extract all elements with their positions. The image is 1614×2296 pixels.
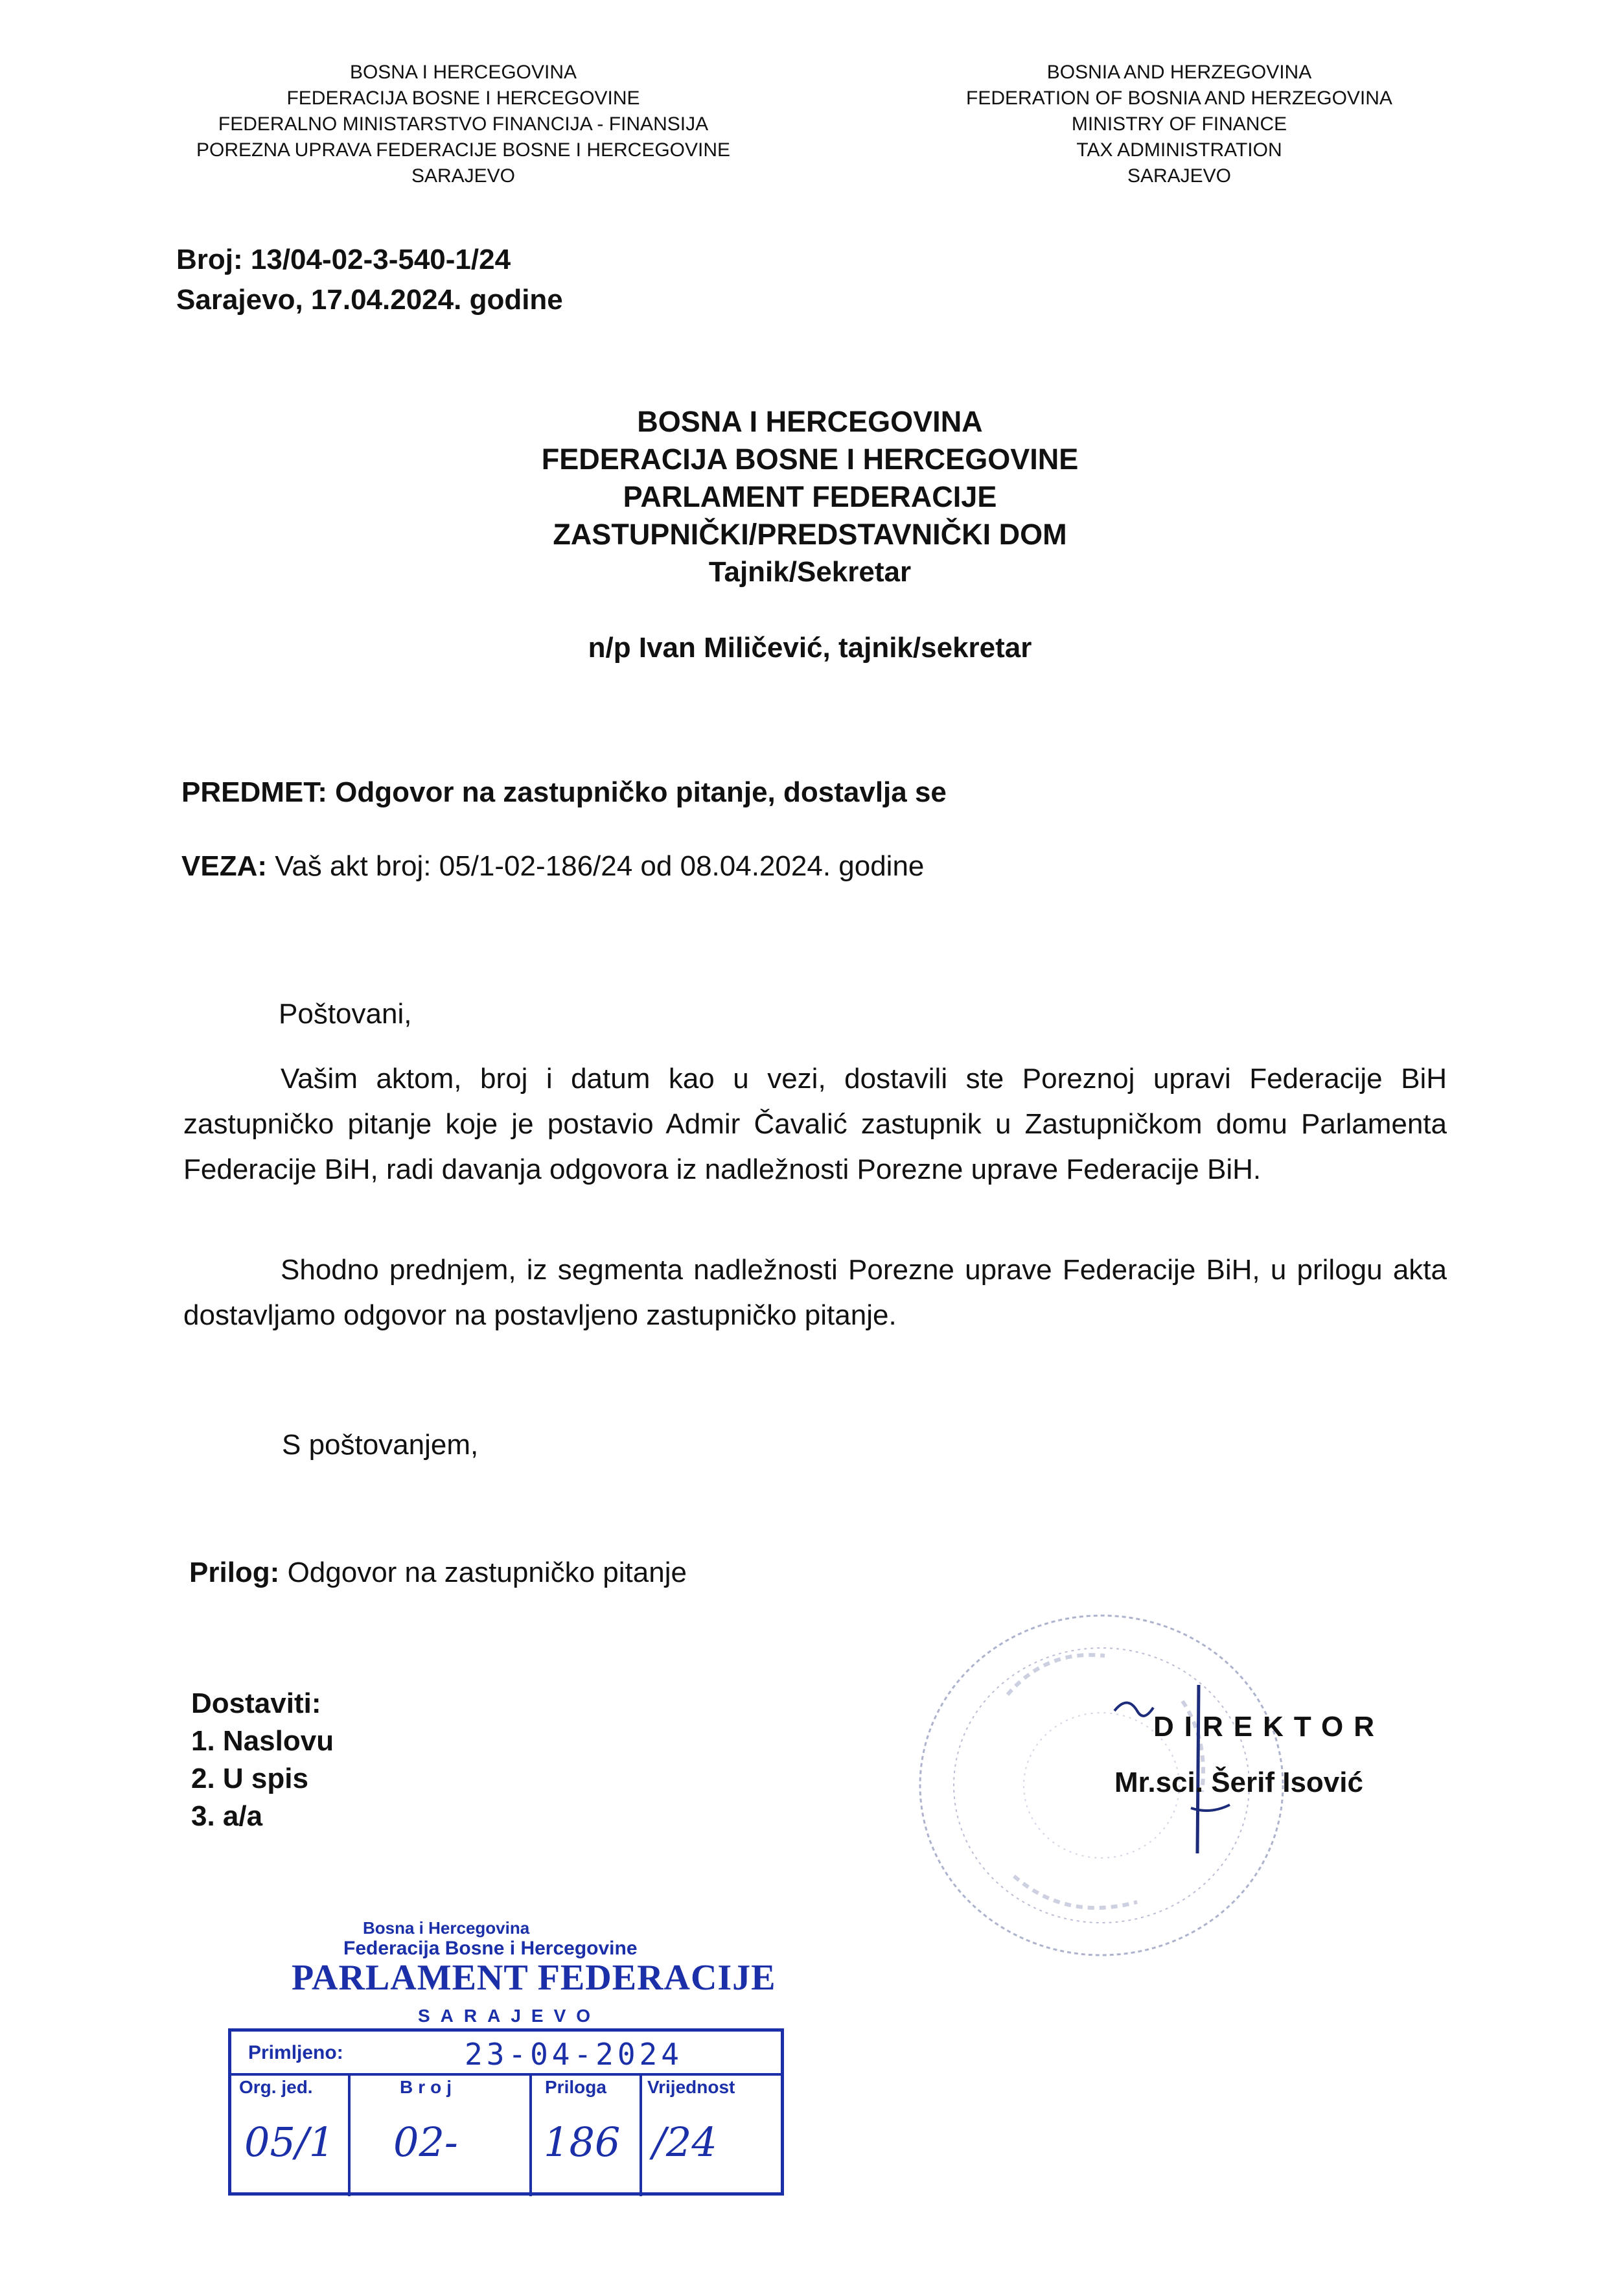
recipient-line: BOSNA I HERCEGOVINA xyxy=(637,405,983,438)
reference-number: Broj: 13/04-02-3-540-1/24 xyxy=(176,244,511,275)
stamp-line: Federacija Bosne i Hercegovine xyxy=(343,1938,638,1959)
header-right-line: FEDERATION OF BOSNIA AND HERZEGOVINA xyxy=(966,87,1392,109)
recipient-line: ZASTUPNIČKI/PREDSTAVNIČKI DOM xyxy=(553,518,1067,551)
receipt-stamp xyxy=(214,1918,797,2210)
signature-block xyxy=(1101,1711,1438,1799)
header-left-line: BOSNA I HERCEGOVINA xyxy=(349,62,577,83)
stamp-column-header: Vrijednost xyxy=(647,2077,735,2097)
greeting: Poštovani, xyxy=(279,998,412,1030)
stamp-line: SARAJEVO xyxy=(418,2006,601,2026)
subject-label: PREDMET: xyxy=(181,776,327,808)
attention-line: n/p Ivan Miličević, tajnik/sekretar xyxy=(588,632,1032,664)
recipient-line: Tajnik/Sekretar xyxy=(708,556,912,588)
header-right-line: BOSNIA AND HERZEGOVINA xyxy=(1046,62,1312,83)
stamp-received-row xyxy=(231,2032,781,2076)
stamp-column-value: 05/1 xyxy=(244,2118,335,2166)
veza-text: Vaš akt broj: 05/1-02-186/24 od 08.04.2024. godine xyxy=(275,850,925,882)
body-paragraph: Shodno prednjem, iz segmenta nadležnosti Porezne uprave Federacije BiH, u prilogu akta dostavljamo odgovor na postavljeno zastupničko pitanje. xyxy=(183,1254,1447,1331)
body-paragraph: Vašim aktom, broj i datum kao u vezi, dostavili ste Poreznoj upravi Federacije BiH zastupničko pitanje koje je postavio Admir Čavalić zastupnik u Zastupničkom domu Parlamenta Federacije BiH, radi davanja odgovora iz nadležnosti Porezne uprave Federacije BiH. xyxy=(183,1063,1447,1185)
stamp-received-label: Primljeno: xyxy=(248,2042,343,2063)
stamp-column xyxy=(348,2073,532,2196)
attachment-text: Odgovor na zastupničko pitanje xyxy=(287,1557,687,1588)
stamp-line: Bosna i Hercegovina xyxy=(363,1918,530,1938)
header-left-line: SARAJEVO xyxy=(411,165,516,187)
veza-label: VEZA: xyxy=(181,850,267,882)
header-right-line: SARAJEVO xyxy=(1127,165,1232,187)
stamp-column xyxy=(231,2073,351,2196)
stamp-column-value: /24 xyxy=(652,2118,717,2166)
stamp-column xyxy=(529,2073,642,2196)
stamp-line: PARLAMENT FEDERACIJE xyxy=(292,1958,776,1998)
distribution-item: 3. a/a xyxy=(191,1800,263,1832)
header-right-line: MINISTRY OF FINANCE xyxy=(1071,113,1287,135)
header-left-line: FEDERACIJA BOSNE I HERCEGOVINE xyxy=(286,87,640,109)
recipient-line: PARLAMENT FEDERACIJE xyxy=(623,480,997,513)
stamp-column-value: 02- xyxy=(393,2118,458,2166)
recipient-block xyxy=(363,403,1257,591)
stamp-table xyxy=(228,2028,784,2196)
reference-date: Sarajevo, 17.04.2024. godine xyxy=(176,284,563,316)
distribution-title: Dostaviti: xyxy=(191,1687,321,1719)
signatory-name: Mr.sci. Šerif Isović xyxy=(1114,1767,1363,1798)
subject-line xyxy=(181,776,947,809)
subject-text: Odgovor na zastupničko pitanje, dostavlja se xyxy=(335,776,947,808)
reference-link-line xyxy=(181,850,924,883)
header-left-line: FEDERALNO MINISTARSTVO FINANCIJA - FINANSIJA xyxy=(218,113,709,135)
reference-block xyxy=(176,240,563,320)
distribution-list xyxy=(191,1685,334,1835)
stamp-received-date: 23-04-2024 xyxy=(465,2037,683,2072)
header-right-line: TAX ADMINISTRATION xyxy=(1076,139,1282,161)
header-right xyxy=(894,60,1464,189)
distribution-item: 2. U spis xyxy=(191,1763,308,1794)
stamp-fields-row xyxy=(231,2073,781,2196)
stamp-column-header: Broj xyxy=(400,2077,457,2097)
header-left xyxy=(97,60,829,189)
attachment-line xyxy=(189,1557,687,1589)
signatory-title: DIREKTOR xyxy=(1153,1711,1385,1743)
stamp-column-value: 186 xyxy=(544,2118,621,2166)
stamp-column-header: Priloga xyxy=(545,2077,606,2097)
header-left-line: POREZNA UPRAVA FEDERACIJE BOSNE I HERCEGOVINE xyxy=(196,139,731,161)
stamp-column-header: Org. jed. xyxy=(239,2077,313,2097)
distribution-item: 1. Naslovu xyxy=(191,1725,334,1757)
recipient-line: FEDERACIJA BOSNE I HERCEGOVINE xyxy=(541,443,1079,476)
stamp-column xyxy=(640,2073,782,2196)
attachment-label: Prilog: xyxy=(189,1557,280,1588)
closing: S poštovanjem, xyxy=(282,1429,479,1461)
